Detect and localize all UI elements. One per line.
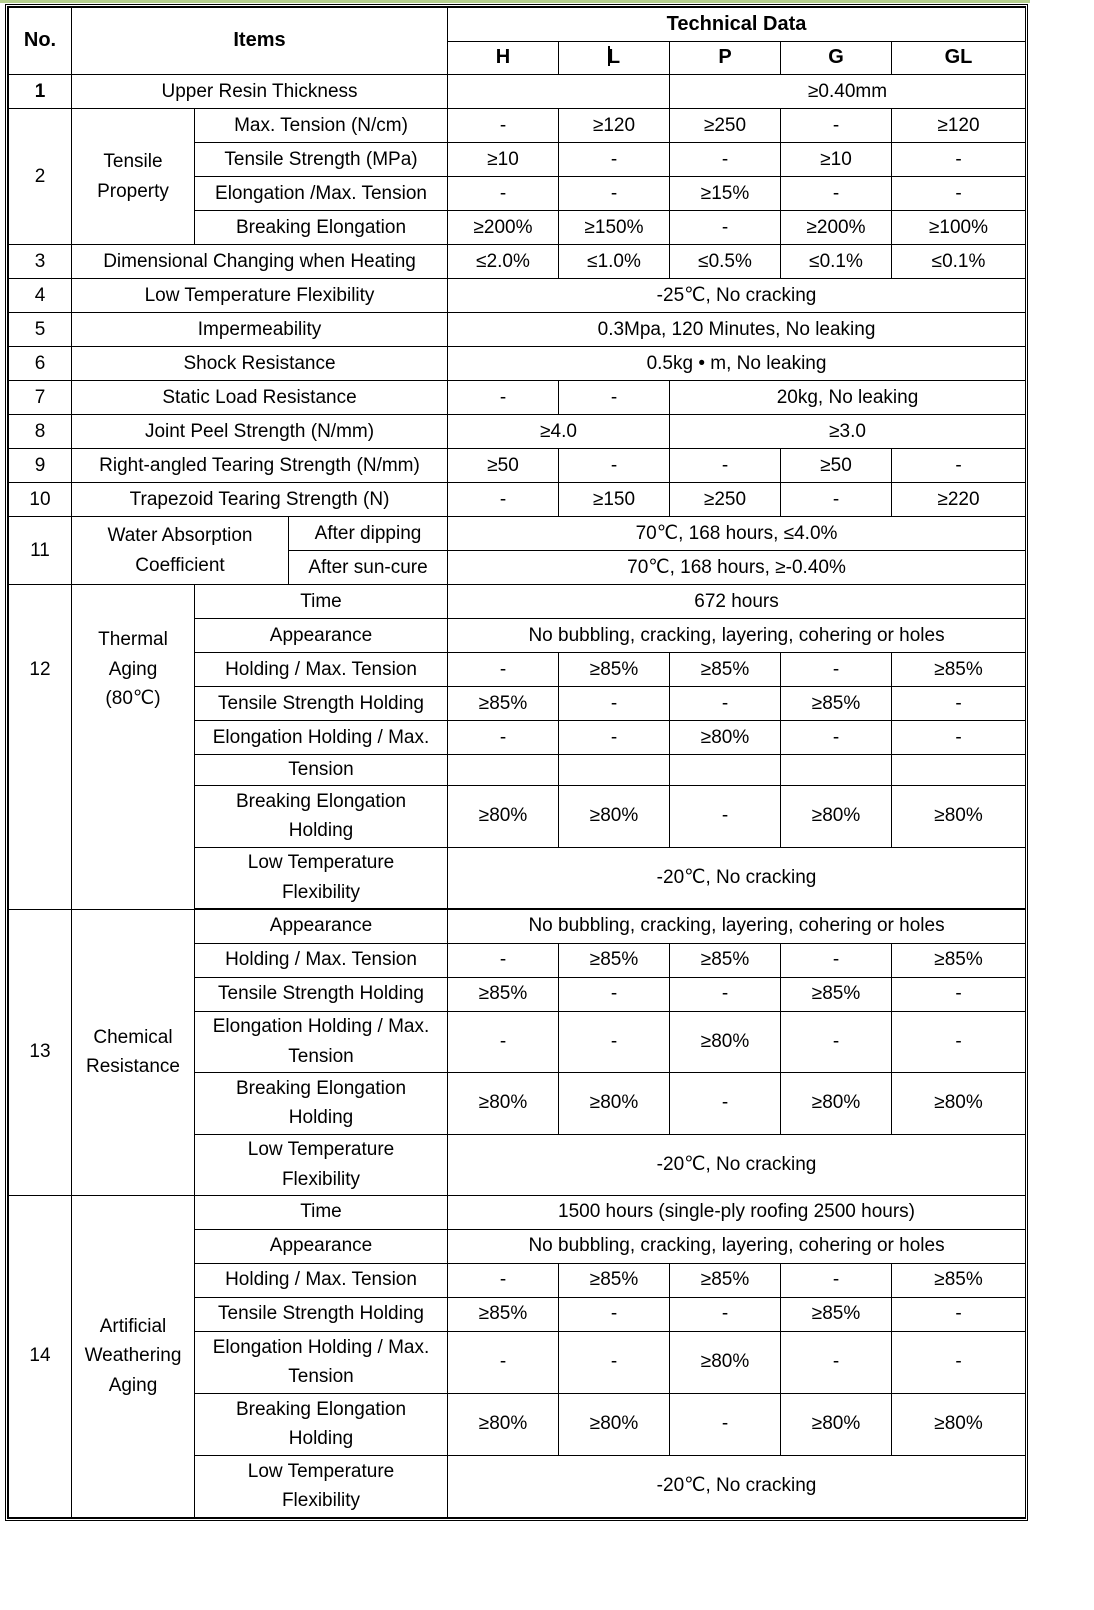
value-cell: - xyxy=(559,1297,670,1331)
item-label: Upper Resin Thickness xyxy=(72,75,448,109)
value-cell: ≥85% xyxy=(559,1263,670,1297)
value-cell: - xyxy=(670,449,781,483)
table-row xyxy=(9,585,1026,619)
value-cell: - xyxy=(781,653,892,687)
group-label: Tensile Property xyxy=(72,109,195,245)
row-number: 11 xyxy=(9,517,72,585)
row-number: 1 xyxy=(9,75,72,109)
value-cell: ≥120 xyxy=(559,109,670,143)
value-cell: -25℃, No cracking xyxy=(448,279,1026,313)
value-cell: 70℃, 168 hours, ≤4.0% xyxy=(448,517,1026,551)
value-cell: - xyxy=(670,1297,781,1331)
item-label: Low Temperature Flexibility xyxy=(72,279,448,313)
value-cell: - xyxy=(781,721,892,755)
value-cell: ≤2.0% xyxy=(448,245,559,279)
table-row xyxy=(9,245,1026,279)
top-border-strip xyxy=(0,0,1030,3)
value-cell: ≥85% xyxy=(781,687,892,721)
value-cell: ≥10 xyxy=(781,143,892,177)
value-cell: ≥85% xyxy=(559,943,670,977)
value-cell: - xyxy=(781,1011,892,1072)
value-cell: ≥150 xyxy=(559,483,670,517)
value-cell: ≥85% xyxy=(892,653,1026,687)
table-row xyxy=(9,75,1026,109)
group-label: Water Absorption Coefficient xyxy=(72,517,289,585)
sub-item-label: Tensile Strength Holding xyxy=(195,687,448,721)
sub-item-label: Tensile Strength (MPa) xyxy=(195,143,448,177)
value-cell: ≥80% xyxy=(448,785,559,847)
item-label: Joint Peel Strength (N/mm) xyxy=(72,415,448,449)
header-items: Items xyxy=(72,8,448,75)
row-number: 13 xyxy=(9,909,72,1195)
value-cell: - xyxy=(559,687,670,721)
sub-item-label: Appearance xyxy=(195,619,448,653)
value-cell: ≥85% xyxy=(781,1297,892,1331)
value-cell: - xyxy=(892,721,1026,755)
value-cell: -20℃, No cracking xyxy=(448,1134,1026,1195)
value-cell: - xyxy=(448,483,559,517)
row-number: 9 xyxy=(9,449,72,483)
value-cell: 70℃, 168 hours, ≥-0.40% xyxy=(448,551,1026,585)
value-cell: - xyxy=(781,109,892,143)
item-label: Right-angled Tearing Strength (N/mm) xyxy=(72,449,448,483)
value-cell: ≥85% xyxy=(448,687,559,721)
value-cell xyxy=(670,755,781,786)
value-cell: - xyxy=(670,211,781,245)
value-cell: - xyxy=(670,687,781,721)
row-number: 7 xyxy=(9,381,72,415)
item-label: Impermeability xyxy=(72,313,448,347)
value-cell: 672 hours xyxy=(448,585,1026,619)
value-cell: ≥80% xyxy=(781,785,892,847)
table-row xyxy=(9,483,1026,517)
sub-item-label: Breaking Elongation Holding xyxy=(195,1393,448,1455)
sub-item-label: After sun-cure xyxy=(289,551,448,585)
value-cell: ≥80% xyxy=(559,1393,670,1455)
value-cell: - xyxy=(448,943,559,977)
value-cell: - xyxy=(559,1011,670,1072)
value-cell: ≥0.40mm xyxy=(670,75,1026,109)
table-row xyxy=(9,909,1026,943)
value-cell: ≥80% xyxy=(892,1393,1026,1455)
value-cell: No bubbling, cracking, layering, cohering or holes xyxy=(448,909,1026,943)
value-cell: 0.3Mpa, 120 Minutes, No leaking xyxy=(448,313,1026,347)
value-cell: 20kg, No leaking xyxy=(670,381,1026,415)
value-cell: - xyxy=(448,381,559,415)
value-cell xyxy=(559,755,670,786)
value-cell: ≤0.1% xyxy=(892,245,1026,279)
row-number: 6 xyxy=(9,347,72,381)
value-cell: ≥80% xyxy=(448,1393,559,1455)
value-cell xyxy=(892,755,1026,786)
sub-item-label: Appearance xyxy=(195,1229,448,1263)
value-cell: No bubbling, cracking, layering, cohering or holes xyxy=(448,619,1026,653)
table-row xyxy=(9,1195,1026,1229)
table-row xyxy=(9,449,1026,483)
item-label: Dimensional Changing when Heating xyxy=(72,245,448,279)
value-cell: - xyxy=(559,1331,670,1393)
value-cell: ≥85% xyxy=(781,977,892,1011)
row-number: 5 xyxy=(9,313,72,347)
value-cell: ≥85% xyxy=(670,943,781,977)
value-cell: - xyxy=(892,143,1026,177)
value-cell: - xyxy=(448,1263,559,1297)
sub-item-label: Tensile Strength Holding xyxy=(195,977,448,1011)
value-cell: ≥85% xyxy=(448,977,559,1011)
value-cell: - xyxy=(448,721,559,755)
value-cell: - xyxy=(892,1011,1026,1072)
value-cell: ≥80% xyxy=(670,721,781,755)
value-cell: ≤0.5% xyxy=(670,245,781,279)
sub-item-label: Elongation /Max. Tension xyxy=(195,177,448,211)
value-cell: No bubbling, cracking, layering, cohering or holes xyxy=(448,1229,1026,1263)
value-cell xyxy=(781,755,892,786)
value-cell: - xyxy=(892,687,1026,721)
table-row xyxy=(9,381,1026,415)
value-cell: -20℃, No cracking xyxy=(448,1455,1026,1517)
value-cell: - xyxy=(781,177,892,211)
value-cell: ≥85% xyxy=(892,943,1026,977)
value-cell: ≥15% xyxy=(670,177,781,211)
sub-item-label: Elongation Holding / Max. Tension xyxy=(195,1011,448,1072)
value-cell: - xyxy=(892,977,1026,1011)
group-label: Artificial Weathering Aging xyxy=(72,1195,195,1517)
value-cell: - xyxy=(559,977,670,1011)
value-cell: ≥80% xyxy=(559,785,670,847)
table-row xyxy=(9,313,1026,347)
table-row xyxy=(9,279,1026,313)
sub-item-label: Time xyxy=(195,585,448,619)
value-cell: ≥50 xyxy=(448,449,559,483)
row-number: 12 xyxy=(9,585,72,910)
value-cell: - xyxy=(559,449,670,483)
sub-item-label: Breaking Elongation xyxy=(195,211,448,245)
value-cell: - xyxy=(670,785,781,847)
value-cell: ≥85% xyxy=(448,1297,559,1331)
sub-item-label: Holding / Max. Tension xyxy=(195,943,448,977)
value-cell: - xyxy=(781,943,892,977)
value-cell: - xyxy=(448,109,559,143)
group-label: Chemical Resistance xyxy=(72,909,195,1195)
value-cell: ≥80% xyxy=(559,1072,670,1134)
value-cell: ≥80% xyxy=(892,785,1026,847)
sub-item-label: Holding / Max. Tension xyxy=(195,1263,448,1297)
row-number: 8 xyxy=(9,415,72,449)
value-cell: - xyxy=(448,1011,559,1072)
value-cell: - xyxy=(892,1297,1026,1331)
row-number: 3 xyxy=(9,245,72,279)
row-number: 10 xyxy=(9,483,72,517)
value-cell: - xyxy=(781,1331,892,1393)
value-cell: ≥85% xyxy=(892,1263,1026,1297)
group-label: Thermal Aging (80℃) xyxy=(72,585,195,910)
item-label: Static Load Resistance xyxy=(72,381,448,415)
value-cell: -20℃, No cracking xyxy=(448,847,1026,908)
technical-data-table-frame xyxy=(5,4,1028,1521)
value-cell: - xyxy=(670,143,781,177)
value-cell: ≥85% xyxy=(670,1263,781,1297)
value-cell: ≥80% xyxy=(892,1072,1026,1134)
value-cell: 0.5kg • m, No leaking xyxy=(448,347,1026,381)
value-cell xyxy=(448,75,670,109)
value-cell: ≥200% xyxy=(448,211,559,245)
item-label: Shock Resistance xyxy=(72,347,448,381)
header-technical-data: Technical Data xyxy=(448,8,1026,42)
sub-item-label: Low Temperature Flexibility xyxy=(195,1134,448,1195)
value-cell: ≥85% xyxy=(559,653,670,687)
table-row xyxy=(9,415,1026,449)
value-cell: ≥80% xyxy=(448,1072,559,1134)
value-cell: ≥85% xyxy=(670,653,781,687)
value-cell: ≥50 xyxy=(781,449,892,483)
value-cell: - xyxy=(559,721,670,755)
value-cell: - xyxy=(670,1393,781,1455)
value-cell: ≥4.0 xyxy=(448,415,670,449)
value-cell: - xyxy=(670,1072,781,1134)
value-cell: - xyxy=(559,381,670,415)
header-col-g: G xyxy=(781,42,892,75)
table-row xyxy=(9,517,1026,551)
value-cell: ≥80% xyxy=(670,1331,781,1393)
value-cell: ≥100% xyxy=(892,211,1026,245)
value-cell: - xyxy=(892,1331,1026,1393)
sub-item-label: Elongation Holding / Max. Tension xyxy=(195,1331,448,1393)
sub-item-label: Low Temperature Flexibility xyxy=(195,847,448,908)
sub-item-label: Tension xyxy=(195,755,448,786)
value-cell: ≥80% xyxy=(670,1011,781,1072)
value-cell: - xyxy=(781,483,892,517)
value-cell: - xyxy=(670,977,781,1011)
value-cell: ≥150% xyxy=(559,211,670,245)
value-cell: ≥200% xyxy=(781,211,892,245)
sub-item-label: Tensile Strength Holding xyxy=(195,1297,448,1331)
table-row xyxy=(9,347,1026,381)
sub-item-label: Appearance xyxy=(195,909,448,943)
value-cell: ≥10 xyxy=(448,143,559,177)
header-col-p: P xyxy=(670,42,781,75)
value-cell: - xyxy=(559,143,670,177)
technical-data-table xyxy=(8,7,1026,1518)
row-number: 4 xyxy=(9,279,72,313)
sub-item-label: Elongation Holding / Max. xyxy=(195,721,448,755)
value-cell: - xyxy=(892,177,1026,211)
value-cell: ≥3.0 xyxy=(670,415,1026,449)
value-cell: ≥250 xyxy=(670,109,781,143)
value-cell: ≥120 xyxy=(892,109,1026,143)
value-cell xyxy=(448,755,559,786)
item-label: Trapezoid Tearing Strength (N) xyxy=(72,483,448,517)
sub-item-label: Breaking Elongation Holding xyxy=(195,1072,448,1134)
sub-item-label: Breaking Elongation Holding xyxy=(195,785,448,847)
value-cell: - xyxy=(448,653,559,687)
header-col-gl: GL xyxy=(892,42,1026,75)
row-number: 2 xyxy=(9,109,72,245)
value-cell: ≤1.0% xyxy=(559,245,670,279)
value-cell: ≥250 xyxy=(670,483,781,517)
value-cell: ≥80% xyxy=(781,1072,892,1134)
row-number: 14 xyxy=(9,1195,72,1517)
header-no: No. xyxy=(9,8,72,75)
value-cell: ≥220 xyxy=(892,483,1026,517)
value-cell: - xyxy=(892,449,1026,483)
header-col-h: H xyxy=(448,42,559,75)
value-cell: 1500 hours (single-ply roofing 2500 hours) xyxy=(448,1195,1026,1229)
value-cell: - xyxy=(781,1263,892,1297)
value-cell: - xyxy=(448,1331,559,1393)
table-row xyxy=(9,109,1026,143)
sub-item-label: Time xyxy=(195,1195,448,1229)
value-cell: - xyxy=(559,177,670,211)
value-cell: ≤0.1% xyxy=(781,245,892,279)
value-cell: ≥80% xyxy=(781,1393,892,1455)
sub-item-label: After dipping xyxy=(289,517,448,551)
sub-item-label: Low Temperature Flexibility xyxy=(195,1455,448,1517)
value-cell: - xyxy=(448,177,559,211)
sub-item-label: Max. Tension (N/cm) xyxy=(195,109,448,143)
header-col-l: L xyxy=(559,42,670,75)
sub-item-label: Holding / Max. Tension xyxy=(195,653,448,687)
